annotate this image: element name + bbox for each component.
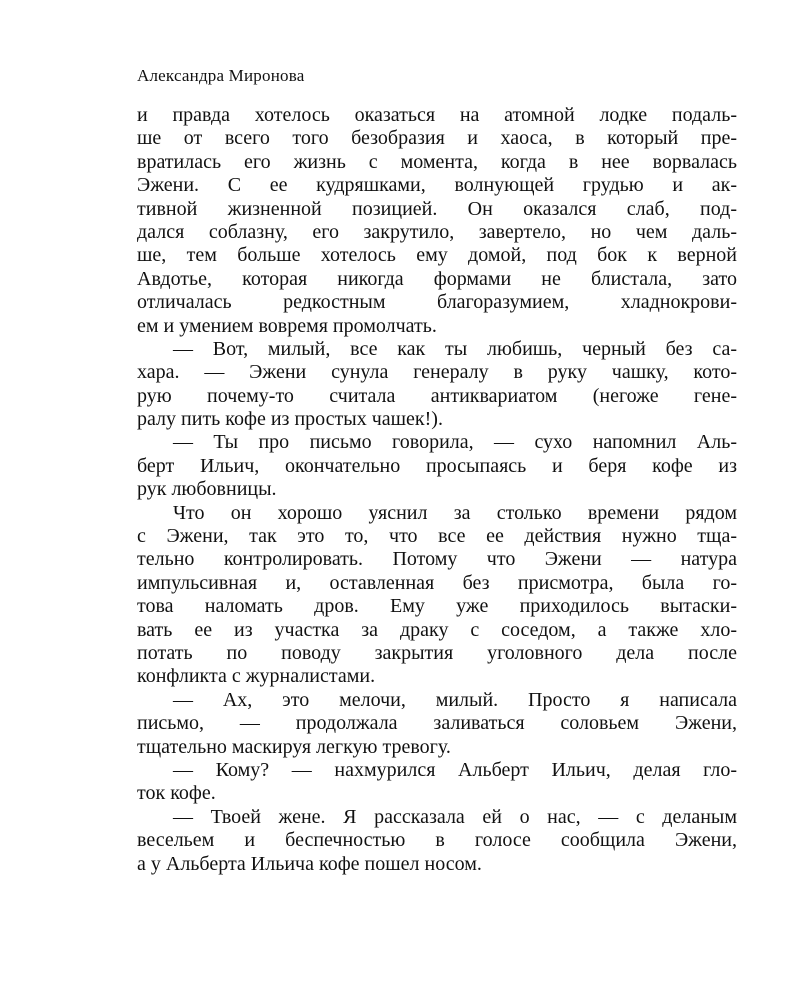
text-line: весельем и беспечностью в голосе сообщила Эжени,	[137, 829, 737, 852]
text-line: — Твоей жене. Я рассказала ей о нас, — с деланым	[173, 805, 737, 828]
text-line: тщательно маскируя легкую тревогу.	[137, 735, 451, 758]
text-line: берт Ильич, окончательно просыпаясь и беря кофе из	[137, 454, 737, 477]
body-text	[137, 104, 737, 876]
text-line: письмо, — продолжала заливаться соловьем Эжени,	[137, 712, 737, 735]
text-line: и правда хотелось оказаться на атомной лодке подаль-	[137, 104, 737, 126]
text-line: ток кофе.	[137, 782, 216, 805]
text-line: ше от всего того безобразия и хаоса, в который пре-	[137, 127, 737, 150]
text-line: това наломать дров. Ему уже приходилось вытаски-	[137, 595, 737, 618]
text-line: дался соблазну, его закрутило, завертело, но чем даль-	[137, 220, 737, 243]
text-line: отличалась редкостным благоразумием, хладнокрови-	[137, 291, 737, 314]
text-line: ше, тем больше хотелось ему домой, под бок к верной	[137, 244, 737, 267]
text-line: рую почему-то считала антиквариатом (негоже гене-	[137, 384, 737, 407]
text-line: — Ах, это мелочи, милый. Просто я написала	[173, 688, 737, 711]
text-line: потать по поводу закрытия уголовного дела после	[137, 641, 737, 664]
text-line: рук любовницы.	[137, 478, 277, 501]
text-line: вать ее из участка за драку с соседом, а также хло-	[137, 618, 737, 641]
text-line: тельно контролировать. Потому что Эжени — натура	[137, 548, 737, 571]
text-line: ралу пить кофе из простых чашек!).	[137, 408, 443, 431]
text-line: — Ты про письмо говорила, — сухо напомнил Аль-	[173, 431, 737, 454]
text-line: тивной жизненной позицией. Он оказался слаб, под-	[137, 197, 737, 220]
text-line: ем и умением вовремя промолчать.	[137, 314, 437, 337]
text-line: конфликта с журналистами.	[137, 665, 376, 688]
text-line: хара. — Эжени сунула генералу в руку чашку, кото-	[137, 361, 737, 384]
text-line: импульсивная и, оставленная без присмотра, была го-	[137, 571, 737, 594]
text-line: Эжени. С ее кудряшками, волнующей грудью и ак-	[137, 174, 737, 197]
text-line: Авдотье, которая никогда формами не блистала, зато	[137, 267, 737, 290]
text-line: — Кому? — нахмурился Альберт Ильич, делая гло-	[173, 758, 737, 781]
text-line: с Эжени, так это то, что все ее действия нужно тща-	[137, 525, 737, 548]
text-line: Что он хорошо уяснил за столько времени рядом	[173, 501, 737, 524]
text-line: — Вот, милый, все как ты любишь, черный без са-	[173, 337, 737, 360]
running-head-author: Александра Миронова	[137, 66, 305, 85]
text-line: вратилась его жизнь с момента, когда в нее ворвалась	[137, 150, 737, 173]
text-line: а у Альберта Ильича кофе пошел носом.	[137, 852, 482, 875]
